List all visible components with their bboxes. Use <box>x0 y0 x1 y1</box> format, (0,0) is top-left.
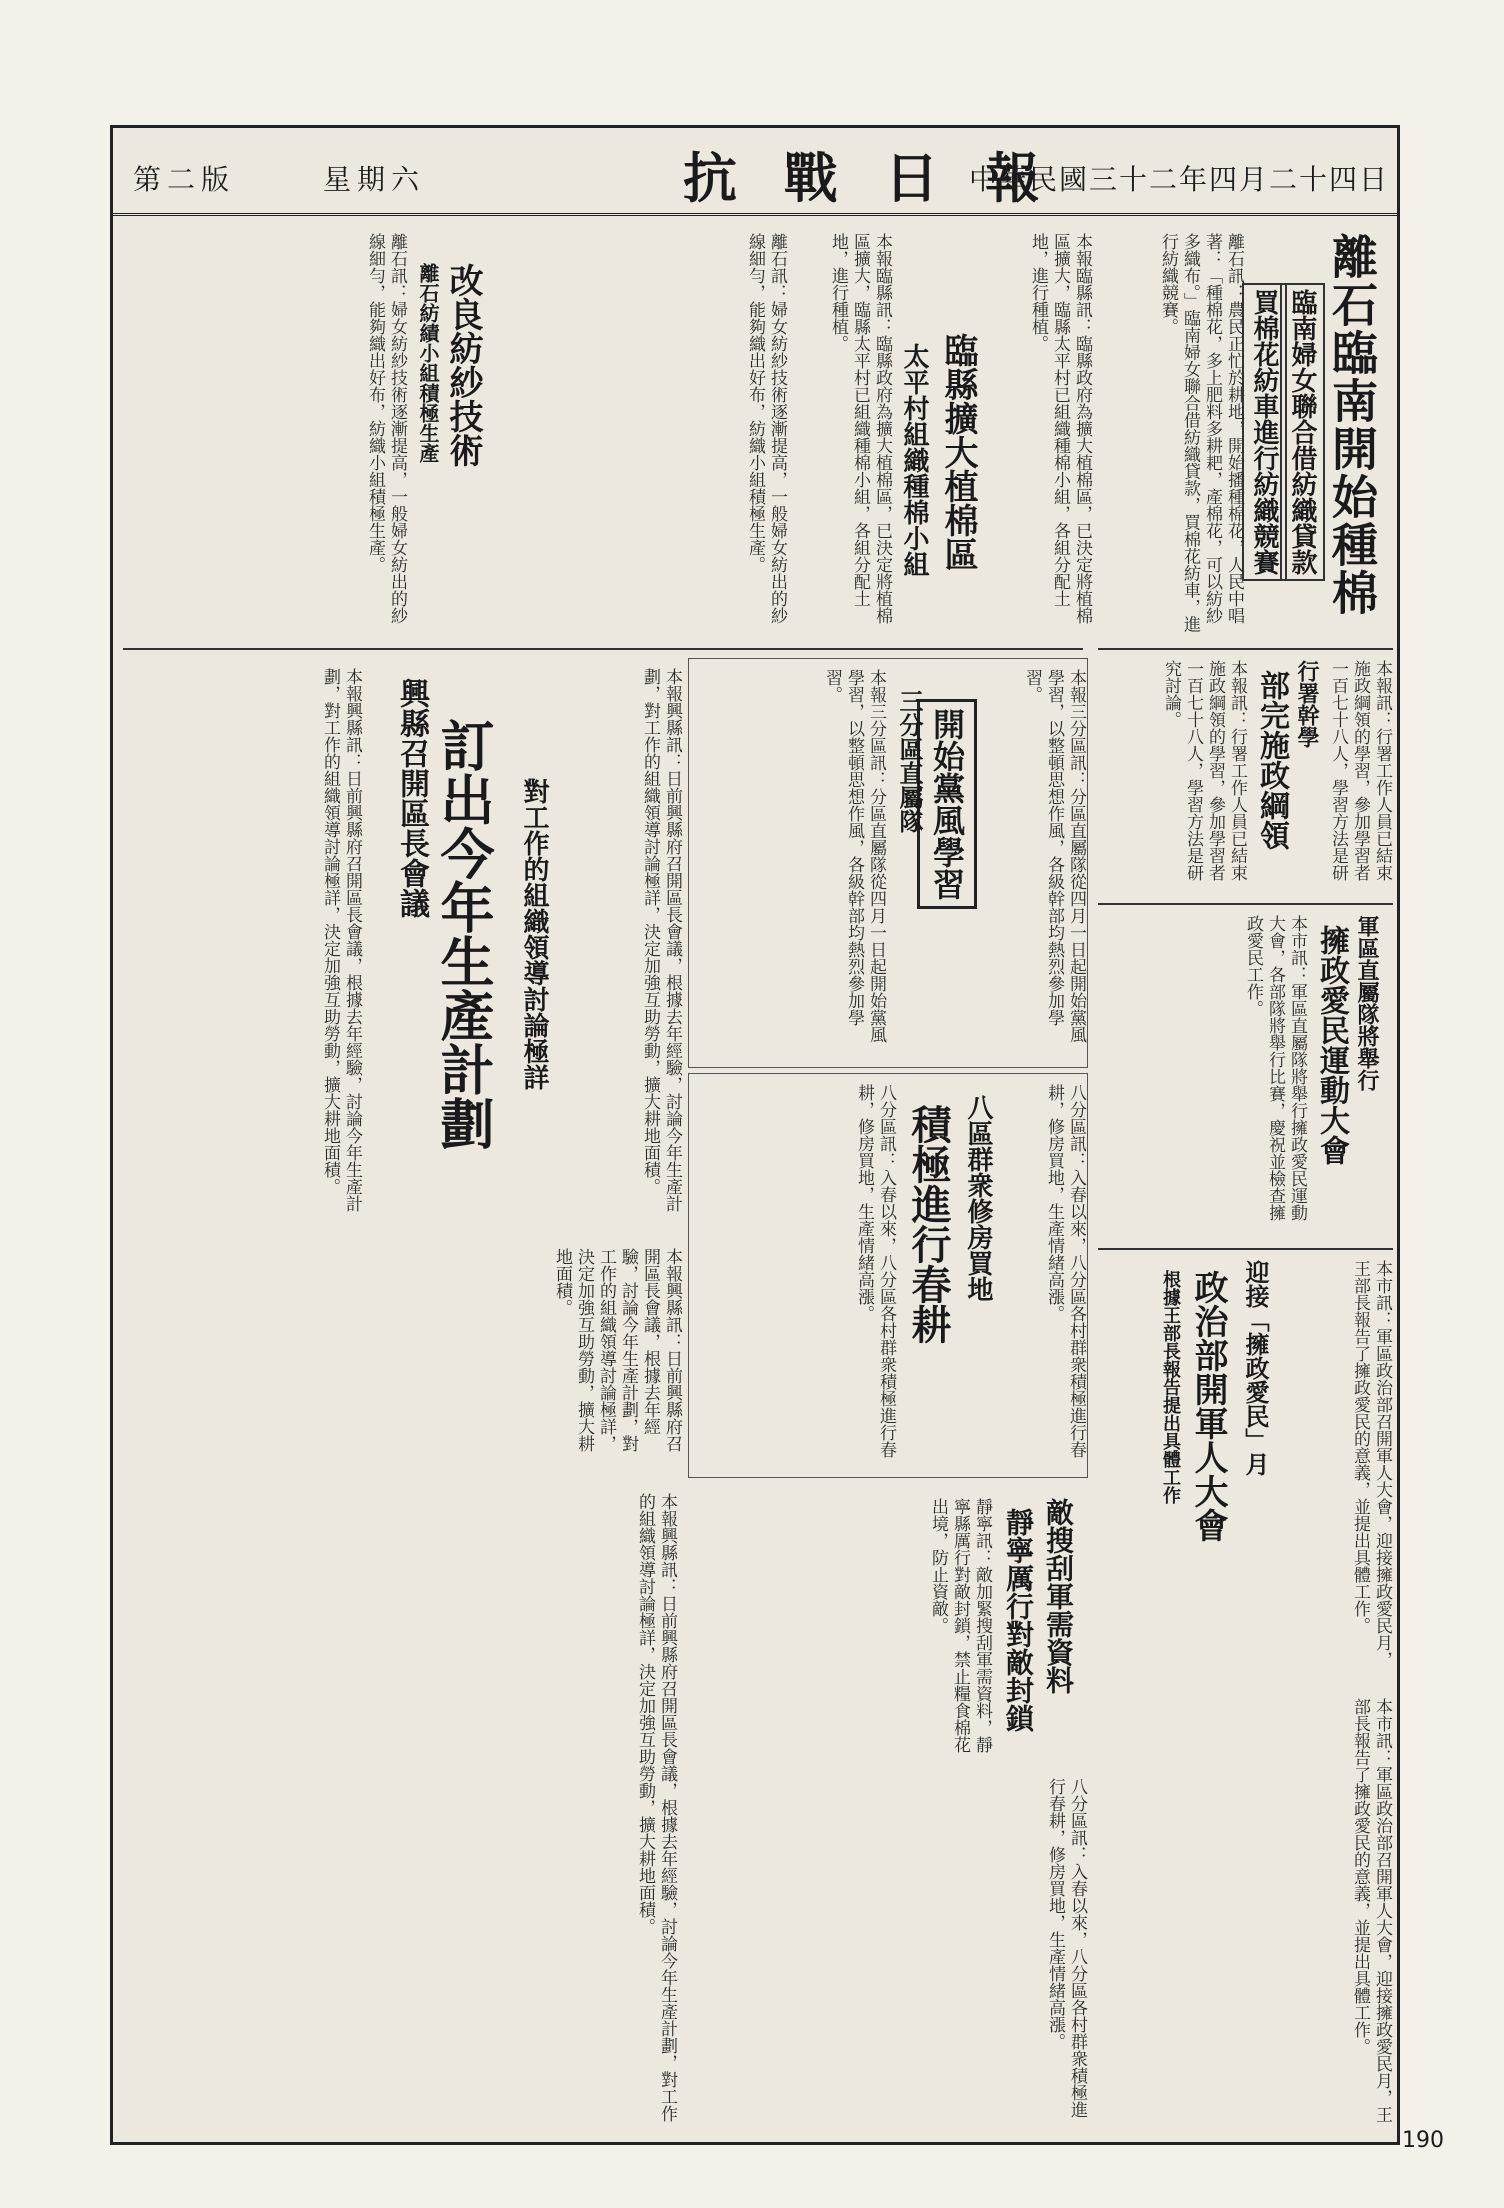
article-spring-plowing <box>688 1073 1088 1478</box>
kicker: 行署幹學 <box>1294 660 1320 748</box>
article-spinning-technique <box>123 223 788 643</box>
article-blockade <box>688 1488 1088 1768</box>
kicker: 迎接「擁政愛民」月 <box>1241 1260 1270 1476</box>
article-body-continued: 本報訊：行署工作人員已結束施政綱領的學習，參加學習者一百七十八人，學習方法是研究討論。 <box>1161 660 1247 881</box>
subhead: 對工作的組織領導討論極詳 <box>519 778 549 1090</box>
kicker: 興縣召開區長會議 <box>394 678 429 918</box>
article-body-continued: 本報興縣訊：日前興縣府召開區長會議，根據去年經驗，討論今年生產計劃，對工作的組織領導討論極詳，決定加強互助勞動，擴大耕地面積。 <box>320 668 362 1212</box>
article-party-study <box>688 658 1088 1068</box>
article-body: 離石訊：婦女紡紗技術逐漸提高，一般婦女紡出的紗線細勻，能夠織出好布，紡織小組積極生產。 <box>365 233 407 624</box>
article-body-continued: 八分區訊：入春以來，八分區各村群衆積極進行春耕，修房買地，生產情緒高漲。 <box>1044 1084 1086 1458</box>
article-army-rally <box>1098 903 1393 1243</box>
subhead: 太平村組織種棉小組 <box>899 343 929 577</box>
subhead: 離石紡績小組積極生產 <box>416 263 440 463</box>
kicker: 三分區直屬隊 <box>895 689 924 833</box>
kicker: 敵搜刮軍需資料 <box>1042 1498 1075 1694</box>
article-body: 本報興縣訊：日前興縣府召開區長會議，根據去年經驗，討論今年生產計劃，對工作的組織領導討論極詳，決定加強互助勞動，擴大耕地面積。 <box>640 668 682 1212</box>
headline: 積極進行春耕 <box>905 1104 952 1344</box>
headline: 部完施政綱領 <box>1254 670 1289 850</box>
subhead: 臨南婦女聯合借紡織貸款 <box>1280 283 1325 581</box>
article-body: 離石訊：農民正忙於耕地，開始播種棉花，人民中唱著：「種棉花，多上肥料多耕耙，產棉花，可以紡紗多織布。」臨南婦女聯合借紡織貸款，買棉花紡車，進行紡織競賽。 <box>1158 233 1244 633</box>
kicker: 軍區直屬隊將舉行 <box>1354 915 1380 1091</box>
article-body: 靜寧訊：敵加緊搜刮軍需資料，靜寧縣厲行對敵封鎖，禁止糧食棉花出境，防止資敵。 <box>928 1498 992 1753</box>
page-number: 190 <box>1402 2128 1444 2153</box>
newspaper-page <box>110 125 1400 2145</box>
article-body-continued: 本報興縣訊：日前興縣府召開區長會議，根據去年經驗，討論今年生產計劃，對工作的組織領導討論極詳，決定加強互助勞動，擴大耕地面積。 <box>552 1248 682 1452</box>
headline: 開始黨風學習 <box>917 699 977 909</box>
masthead-date: 中華民國三十二年四月二十四日 <box>968 163 1389 196</box>
headline: 靜寧厲行對敵封鎖 <box>1002 1508 1035 1732</box>
divider <box>123 648 1083 650</box>
headline: 擁政愛民運動大會 <box>1314 925 1349 1165</box>
article-body: 本市訊：軍區直屬隊將舉行擁政愛民運動大會，各部隊將舉行比賽，慶祝並檢查擁政愛民工作。 <box>1243 915 1307 1221</box>
subhead: 買棉花紡車進行紡織競賽 <box>1242 283 1287 581</box>
article-body-continued: 本報臨縣訊：臨縣政府為擴大植棉區，已決定將植棉區擴大，臨縣太平村已組織種棉小組，各組分配土地，進行種植。 <box>828 233 892 624</box>
article-body: 八分區訊：入春以來，八分區各村群衆積極進行春耕，修房買地，生產情緒高漲。 <box>854 1084 896 1458</box>
article-body: 本市訊：軍區政治部召開軍人大會，迎接擁政愛民月，王部長報告了擁政愛民的意義，並提出具體工作。 <box>1350 1260 1392 1668</box>
article-body-continued: 八分區訊：入春以來，八分區各村群衆積極進行春耕，修房買地，生產情緒高漲。 <box>1045 1778 1087 2118</box>
masthead-weekday: 星期六 <box>323 163 426 196</box>
masthead <box>113 128 1397 216</box>
article-body: 本報三分區訊：分區直屬隊從四月一日起開始黨風學習，以整頓思想作風，各級幹部均熱烈參加學習。 <box>1022 669 1086 1043</box>
masthead-edition: 第二版 <box>133 163 236 196</box>
kicker: 八區群衆修房買地 <box>963 1094 993 1302</box>
masthead-paper-name: 抗 戰 日 報 <box>683 146 1054 210</box>
article-political-dept <box>1098 1248 1393 1688</box>
article-body: 本報訊：行署工作人員已結束施政綱領的學習，參加學習者一百七十八人，學習方法是研 <box>1328 660 1392 881</box>
headline: 政治部開軍人大會 <box>1188 1270 1228 1542</box>
article-body-continued: 本報興縣訊：日前興縣府召開區長會議，根據去年經驗，討論今年生產計劃，對工作的組織領導討論極詳，決定加強互助勞動，擴大耕地面積。 <box>635 1493 677 2122</box>
headline: 離石臨南開始種棉 <box>1325 233 1379 617</box>
article-lishi-cotton <box>1098 223 1393 643</box>
article-admin-study <box>1098 648 1393 898</box>
headline: 訂出今年生產計劃 <box>432 718 496 1150</box>
article-body-continued: 本報三分區訊：分區直屬隊從四月一日起開始黨風學習，以整頓思想作風，各級幹部均熱烈參加學習。 <box>822 669 886 1043</box>
headline: 改良紡紗技術 <box>443 263 483 467</box>
byline: 根據王部長報告提出具體工作 <box>1160 1270 1181 1504</box>
article-body: 本報臨縣訊：臨縣政府為擴大植棉區，已決定將植棉區擴大，臨縣太平村已組織種棉小組，各組分配土地，進行種植。 <box>1028 233 1092 624</box>
article-body-continued: 離石訊：婦女紡紗技術逐漸提高，一般婦女紡出的紗線細勻，能夠織出好布，紡織小組積極生產。 <box>745 233 787 624</box>
article-xingxian-plan <box>123 658 683 1478</box>
article-linxian-cotton <box>793 223 1093 643</box>
headline: 臨縣擴大植棉區 <box>938 333 978 571</box>
article-body-continued: 本市訊：軍區政治部召開軍人大會，迎接擁政愛民月，王部長報告了擁政愛民的意義，並提出具體工作。 <box>1350 1698 1392 2123</box>
